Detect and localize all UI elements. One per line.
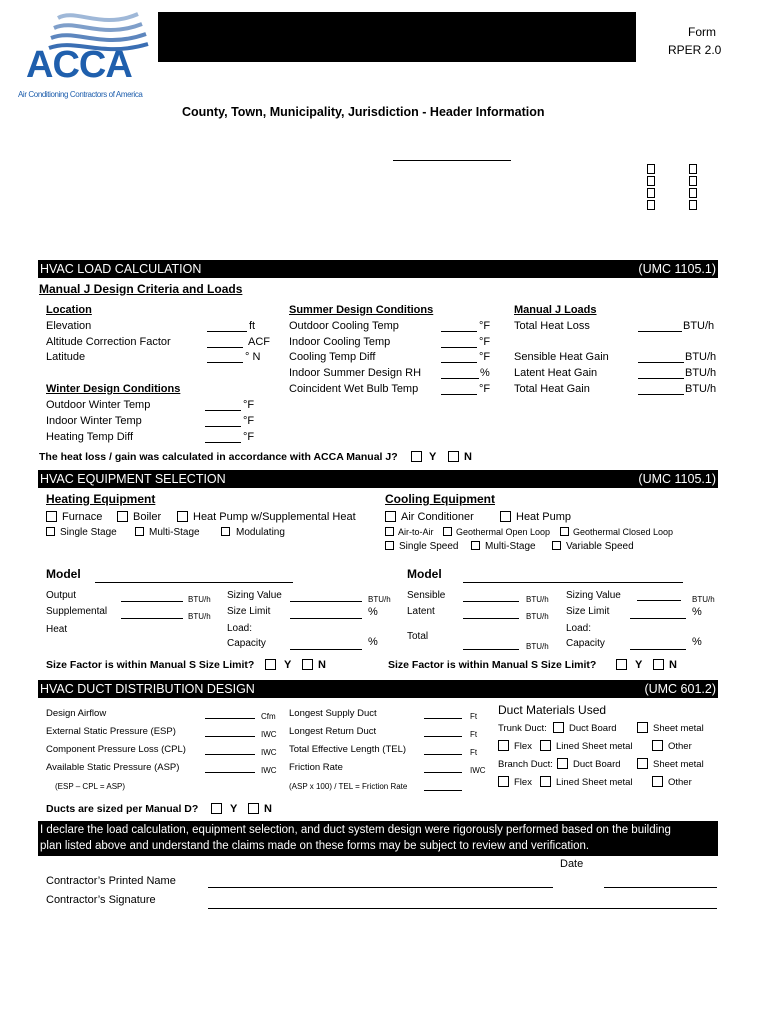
tel-field[interactable] [424,754,462,755]
bar-ref: (UMC 601.2) [644,682,716,696]
design-airflow-label: Design Airflow [46,708,107,719]
summer-wetbulb-label: Coincident Wet Bulb Temp [289,383,419,395]
latent-gain-label: Latent Heat Gain [514,367,598,379]
longest-supply-unit: Ft [470,712,478,721]
header-checkbox-7[interactable] [689,188,697,198]
summer-outdoor-unit: °F [479,320,491,332]
summer-diff-field[interactable] [441,362,477,363]
cooling-sensible-unit: BTU/h [526,595,549,604]
manual-d-no-label: N [264,803,272,815]
heat-pump-supp-label: Heat Pump w/Supplemental Heat [193,511,356,523]
heating-load-label: Load: [227,623,253,634]
cooling-size-no-label: N [669,659,677,671]
furnace-label: Furnace [62,511,103,523]
cooling-heat-pump-label: Heat Pump [516,511,572,523]
summer-rh-unit: % [480,367,490,379]
air-to-air-label: Air-to-Air [398,527,434,537]
cooling-size-yes-checkbox[interactable] [616,659,627,670]
trunk-other-checkbox[interactable] [652,740,663,751]
loads-heading: Manual J Loads [514,304,597,316]
total-gain-unit: BTU/h [685,383,717,395]
bar-title: HVAC DUCT DISTRIBUTION DESIGN [40,682,255,696]
heat-loss-field[interactable] [638,331,682,332]
cooling-latent-field[interactable] [463,618,519,619]
cooling-variable-checkbox[interactable] [552,541,561,550]
asp-label: Available Static Pressure (ASP) [46,762,180,773]
redacted-header-block [158,12,636,62]
trunk-lined-checkbox[interactable] [540,740,551,751]
esp-field[interactable] [205,736,255,737]
friction-rate-label: Friction Rate [289,762,343,773]
cooling-multi-label: Multi-Stage [485,541,536,552]
heating-model-label: Model [46,567,81,581]
cooling-single-label: Single Speed [399,541,459,552]
branch-other-label: Other [668,777,692,788]
latitude-label: Latitude [46,351,86,363]
cooling-load-label: Load: [566,623,592,634]
duct-materials-heading: Duct Materials Used [498,703,607,717]
branch-duct-label: Branch Duct: [498,759,553,770]
cooling-model-label: Model [407,567,442,581]
cooling-multi-checkbox[interactable] [471,541,480,550]
signature-field[interactable] [208,908,717,909]
asp-field[interactable] [205,772,255,773]
cooling-capacity-field[interactable] [630,649,686,650]
heating-supp-unit: BTU/h [188,612,211,621]
bar-title: HVAC EQUIPMENT SELECTION [40,472,226,486]
cooling-heat-pump-checkbox[interactable] [500,511,511,522]
trunk-duct-board-checkbox[interactable] [553,722,564,733]
branch-lined-checkbox[interactable] [540,776,551,787]
bar-ref: (UMC 1105.1) [638,472,716,486]
cooling-heading: Cooling Equipment [385,492,495,506]
ac-checkbox[interactable] [385,511,396,522]
geo-closed-label: Geothermal Closed Loop [573,527,674,537]
friction-result-field[interactable] [424,790,462,791]
heating-size-yes-label: Y [284,659,292,671]
design-airflow-unit: Cfm [261,712,276,721]
cooling-size-no-checkbox[interactable] [653,659,664,670]
elevation-unit: ft [249,320,256,332]
heating-output-field[interactable] [121,601,183,602]
branch-duct-board-checkbox[interactable] [557,758,568,769]
manual-d-yes-checkbox[interactable] [211,803,222,814]
heating-modulating-checkbox[interactable] [221,527,230,536]
summer-wetbulb-unit: °F [479,383,491,395]
header-checkbox-1[interactable] [647,164,655,174]
altitude-label: Altitude Correction Factor [46,336,171,348]
heating-single-checkbox[interactable] [46,527,55,536]
geo-open-label: Geothermal Open Loop [456,527,551,537]
summer-outdoor-field[interactable] [441,331,477,332]
location-heading: Location [46,304,92,316]
winter-outdoor-unit: °F [243,399,255,411]
heating-size-limit-field[interactable] [290,618,362,619]
furnace-checkbox[interactable] [46,511,57,522]
summer-diff-label: Cooling Temp Diff [289,351,376,363]
esp-cpl-formula: (ESP – CPL = ASP) [55,782,126,791]
bar-title: HVAC LOAD CALCULATION [40,262,202,276]
form-code: RPER 2.0 [668,43,722,57]
longest-supply-label: Longest Supply Duct [289,708,377,719]
heating-multi-label: Multi-Stage [149,527,200,538]
sensible-gain-label: Sensible Heat Gain [514,351,609,363]
trunk-sheet-metal-checkbox[interactable] [637,722,648,733]
manual-j-no-checkbox[interactable] [448,451,459,462]
air-to-air-checkbox[interactable] [385,527,394,536]
total-gain-label: Total Heat Gain [514,383,590,395]
winter-heading: Winter Design Conditions [46,383,181,395]
manual-d-question: Ducts are sized per Manual D? [46,803,199,815]
longest-return-field[interactable] [424,736,462,737]
heating-model-field[interactable] [95,582,293,583]
cooling-capacity-label: Capacity [566,638,605,649]
winter-diff-unit: °F [243,431,255,443]
section-title: Manual J Design Criteria and Loads [39,282,243,296]
cooling-size-question: Size Factor is within Manual S Size Limit? [388,659,597,671]
header-field-line[interactable] [393,160,511,161]
summer-rh-field[interactable] [441,378,479,379]
date-field[interactable] [604,887,717,888]
cooling-latent-unit: BTU/h [526,612,549,621]
heating-output-unit: BTU/h [188,595,211,604]
summer-rh-label: Indoor Summer Design RH [289,367,422,379]
manual-j-yes-label: Y [429,451,437,463]
geo-open-checkbox[interactable] [443,527,452,536]
heating-heading: Heating Equipment [46,492,156,506]
date-label: Date [560,858,584,870]
acca-logo [18,8,158,103]
heating-size-question: Size Factor is within Manual S Size Limit? [46,659,255,671]
heating-supp-field[interactable] [121,618,183,619]
header-checkbox-3[interactable] [647,188,655,198]
friction-formula: (ASP x 100) / TEL = Friction Rate [289,782,408,791]
winter-outdoor-label: Outdoor Winter Temp [46,399,151,411]
sensible-gain-unit: BTU/h [685,351,717,363]
branch-lined-label: Lined Sheet metal [556,777,633,788]
longest-return-unit: Ft [470,730,478,739]
summer-heading: Summer Design Conditions [289,304,434,316]
cooling-sizing-value-label: Sizing Value [566,590,621,601]
header-checkbox-2[interactable] [647,176,655,186]
heating-sizing-value-field[interactable] [290,601,362,602]
cooling-latent-label: Latent [407,606,435,617]
boiler-checkbox[interactable] [117,511,128,522]
manual-d-no-checkbox[interactable] [248,803,259,814]
header-checkbox-6[interactable] [689,176,697,186]
heating-sizing-value-unit: BTU/h [368,595,391,604]
cooling-size-yes-label: Y [635,659,643,671]
heating-supp-heat-label: Heat [46,624,68,635]
heating-sizing-value-label: Sizing Value [227,590,282,601]
manual-j-no-label: N [464,451,472,463]
heating-single-label: Single Stage [60,527,117,538]
trunk-lined-label: Lined Sheet metal [556,741,633,752]
trunk-duct-label: Trunk Duct: [498,723,547,734]
header-subtitle: County, Town, Municipality, Jurisdiction - Header Information [182,105,545,119]
declaration-line-1: I declare the load calculation, equipment selection, and duct system design were rigorously performed based on the building [40,824,671,836]
heating-size-no-label: N [318,659,326,671]
latitude-unit: ° N [245,351,261,363]
latent-gain-unit: BTU/h [685,367,717,379]
cooling-sensible-field[interactable] [463,601,519,602]
heat-pump-supp-checkbox[interactable] [177,511,188,522]
heating-supp-label: Supplemental [46,606,108,617]
boiler-label: Boiler [133,511,162,523]
summer-outdoor-label: Outdoor Cooling Temp [289,320,399,332]
cooling-sensible-label: Sensible [407,590,446,601]
trunk-other-label: Other [668,741,692,752]
heating-capacity-label: Capacity [227,638,266,649]
heating-size-no-checkbox[interactable] [302,659,313,670]
branch-flex-checkbox[interactable] [498,776,509,787]
cooling-sizing-value-field[interactable] [637,600,681,601]
signature-label: Contractor’s Signature [46,894,156,906]
form-label: Form [688,25,716,39]
summer-indoor-label: Indoor Cooling Temp [289,336,391,348]
altitude-field[interactable] [207,347,243,348]
heat-loss-unit: BTU/h [683,320,715,332]
elevation-label: Elevation [46,320,92,332]
longest-return-label: Longest Return Duct [289,726,377,737]
winter-diff-label: Heating Temp Diff [46,431,134,443]
header-checkbox-4[interactable] [647,200,655,210]
heating-output-label: Output [46,590,77,601]
asp-unit: IWC [261,766,277,775]
cooling-size-limit-field[interactable] [630,618,686,619]
manual-j-question: The heat loss / gain was calculated in accordance with ACCA Manual J? [39,451,398,463]
total-gain-field[interactable] [638,394,684,395]
winter-indoor-label: Indoor Winter Temp [46,415,142,427]
latent-gain-field[interactable] [638,378,684,379]
logo-tagline: Air Conditioning Contractors of America [18,90,143,99]
printed-name-field[interactable] [208,887,553,888]
cpl-field[interactable] [205,754,255,755]
esp-label: External Static Pressure (ESP) [46,726,176,737]
branch-other-checkbox[interactable] [652,776,663,787]
cooling-size-limit-label: Size Limit [566,606,610,617]
cooling-model-field[interactable] [463,582,683,583]
winter-diff-field[interactable] [205,442,241,443]
trunk-flex-checkbox[interactable] [498,740,509,751]
sensible-gain-field[interactable] [638,362,684,363]
cooling-variable-label: Variable Speed [566,541,634,552]
tel-label: Total Effective Length (TEL) [289,744,407,755]
summer-indoor-unit: °F [479,336,491,348]
printed-name-label: Contractor’s Printed Name [46,875,176,887]
branch-duct-board-label: Duct Board [573,759,621,770]
winter-outdoor-field[interactable] [205,410,241,411]
branch-sheet-metal-label: Sheet metal [653,759,704,770]
heating-multi-checkbox[interactable] [135,527,144,536]
declaration-line-2: plan listed above and understand the claims made on these forms may be subject to review and verification. [40,840,590,852]
cooling-total-unit: BTU/h [526,642,549,651]
header-checkbox-5[interactable] [689,164,697,174]
heating-size-yes-checkbox[interactable] [265,659,276,670]
trunk-sheet-metal-label: Sheet metal [653,723,704,734]
elevation-field[interactable] [207,331,247,332]
cooling-total-field[interactable] [463,649,519,650]
geo-closed-checkbox[interactable] [560,527,569,536]
heat-loss-label: Total Heat Loss [514,320,590,332]
section-bar-load-calc [38,260,718,278]
cooling-sizing-value-unit: BTU/h [692,595,715,604]
declaration-banner [38,821,718,856]
section-bar-duct [38,680,718,698]
winter-indoor-unit: °F [243,415,255,427]
cooling-single-checkbox[interactable] [385,541,394,550]
branch-flex-label: Flex [514,777,532,788]
heating-size-limit-label: Size Limit [227,606,271,617]
header-checkbox-8[interactable] [689,200,697,210]
cooling-size-limit-unit: % [692,606,702,618]
ac-label: Air Conditioner [401,511,474,523]
heating-size-limit-unit: % [368,606,378,618]
friction-rate-unit: IWC [470,766,486,775]
heating-capacity-field[interactable] [290,649,362,650]
trunk-duct-board-label: Duct Board [569,723,617,734]
friction-rate-field[interactable] [424,772,462,773]
bar-ref: (UMC 1105.1) [638,262,716,276]
cpl-unit: IWC [261,748,277,757]
summer-diff-unit: °F [479,351,491,363]
summer-indoor-field[interactable] [441,347,477,348]
longest-supply-field[interactable] [424,718,462,719]
esp-unit: IWC [261,730,277,739]
design-airflow-field[interactable] [205,718,255,719]
branch-sheet-metal-checkbox[interactable] [637,758,648,769]
cooling-capacity-unit: % [692,636,702,648]
logo-text: ACCA [26,44,132,86]
cooling-total-label: Total [407,631,429,642]
trunk-flex-label: Flex [514,741,532,752]
latitude-field[interactable] [207,362,243,363]
summer-wetbulb-field[interactable] [441,394,477,395]
heating-capacity-unit: % [368,636,378,648]
manual-j-yes-checkbox[interactable] [411,451,422,462]
altitude-unit: ACF [248,336,270,348]
tel-unit: Ft [470,748,478,757]
winter-indoor-field[interactable] [205,426,241,427]
heating-modulating-label: Modulating [236,527,285,538]
section-bar-equipment [38,470,718,488]
cpl-label: Component Pressure Loss (CPL) [46,744,186,755]
manual-d-yes-label: Y [230,803,238,815]
